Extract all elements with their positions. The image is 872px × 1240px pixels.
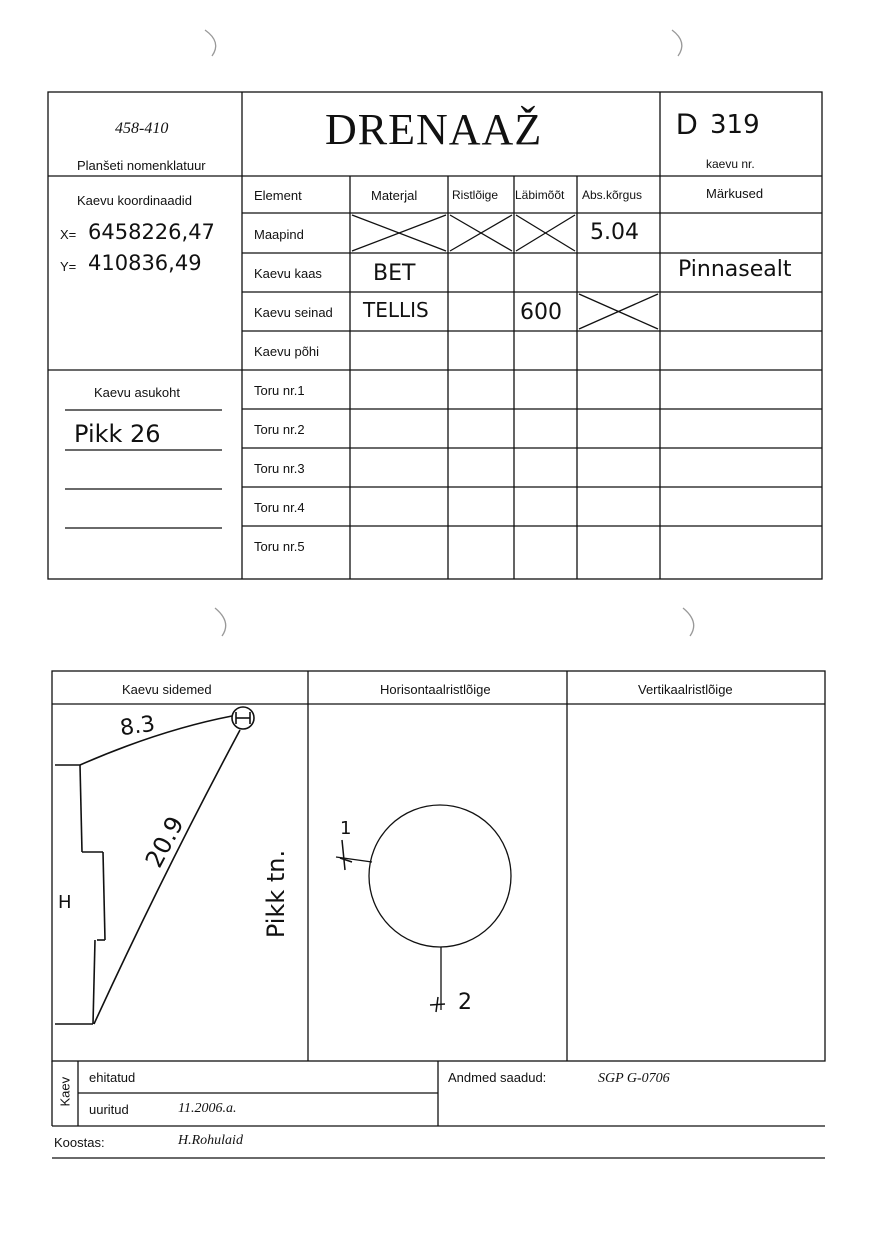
building-label: H xyxy=(58,892,72,913)
location-label: Kaevu asukoht xyxy=(94,385,181,400)
pipe-1-label: 1 xyxy=(340,818,352,839)
koostas-value: H.Rohulaid xyxy=(178,1133,243,1148)
row-label-kaevu-seinad: Kaevu seinad xyxy=(254,305,333,320)
page-title: DRENAAŽ xyxy=(325,105,543,154)
andmed-saadud-label: Andmed saadud: xyxy=(448,1070,547,1085)
ehitatud-label: ehitatud xyxy=(89,1070,136,1085)
punch-hole-mark xyxy=(672,30,682,56)
distance-top-label: 8.3 xyxy=(118,711,157,742)
nomenclature-label: Planšeti nomenklatuur xyxy=(77,158,206,173)
well-circle xyxy=(369,805,511,947)
col-header-abs-korgus: Abs.kõrgus xyxy=(582,188,643,202)
sketch-form-border xyxy=(52,671,825,1061)
punch-hole-mark xyxy=(683,608,694,636)
well-number: 319 xyxy=(710,110,760,140)
row-label-toru-2: Toru nr.2 xyxy=(254,422,305,437)
well-prefix: D xyxy=(676,108,698,141)
location-value: Pikk 26 xyxy=(74,420,161,448)
cell-kaevu-seinad-materjal: TELLIS xyxy=(363,298,429,322)
cell-maapind-abs-korgus: 5.04 xyxy=(590,220,639,245)
kaev-label: Kaev xyxy=(57,1076,73,1107)
pipe-2-label: 2 xyxy=(458,990,472,1015)
andmed-saadud-value: SGP G-0706 xyxy=(598,1071,670,1086)
col-header-element: Element xyxy=(254,188,302,203)
cross-section-sketch xyxy=(336,805,511,1012)
row-label-kaevu-kaas: Kaevu kaas xyxy=(254,266,322,281)
nomenclature-value: 458-410 xyxy=(115,120,169,137)
coordinates-label: Kaevu koordinaadid xyxy=(77,193,192,208)
y-value: 410836,49 xyxy=(88,251,202,275)
row-label-toru-1: Toru nr.1 xyxy=(254,383,305,398)
y-label: Y= xyxy=(60,259,77,274)
col-header-ristloige: Ristlõige xyxy=(452,188,499,202)
street-label: Pikk tn. xyxy=(262,849,291,939)
col-header-labimoot: Läbimõõt xyxy=(515,188,565,202)
row-label-kaevu-pohi: Kaevu põhi xyxy=(254,344,320,359)
sketch-col-horisontaal: Horisontaalristlõige xyxy=(380,682,491,697)
punch-hole-mark xyxy=(205,30,216,56)
uuritud-value: 11.2006.a. xyxy=(178,1101,237,1116)
x-value: 6458226,47 xyxy=(88,220,215,244)
cell-kaevu-kaas-materjal: BET xyxy=(373,261,416,286)
uuritud-label: uuritud xyxy=(89,1102,129,1117)
well-number-label: kaevu nr. xyxy=(706,157,755,171)
col-header-markused: Märkused xyxy=(706,186,764,201)
punch-hole-mark xyxy=(215,608,226,636)
row-label-toru-5: Toru nr.5 xyxy=(254,539,305,554)
row-label-toru-4: Toru nr.4 xyxy=(254,500,305,515)
sketch-col-vertikaal: Vertikaalristlõige xyxy=(638,682,733,697)
cell-kaevu-seinad-labimoot: 600 xyxy=(520,300,562,325)
koostas-label: Koostas: xyxy=(54,1135,105,1150)
cell-kaevu-kaas-markused: Pinnasealt xyxy=(678,257,792,282)
sketch-col-kaevu-sidemed: Kaevu sidemed xyxy=(122,682,212,697)
col-header-materjal: Materjal xyxy=(371,188,418,203)
distance-diagonal-label: 20.9 xyxy=(139,811,190,873)
x-label: X= xyxy=(60,227,77,242)
row-label-toru-3: Toru nr.3 xyxy=(254,461,305,476)
row-label-maapind: Maapind xyxy=(254,227,304,242)
